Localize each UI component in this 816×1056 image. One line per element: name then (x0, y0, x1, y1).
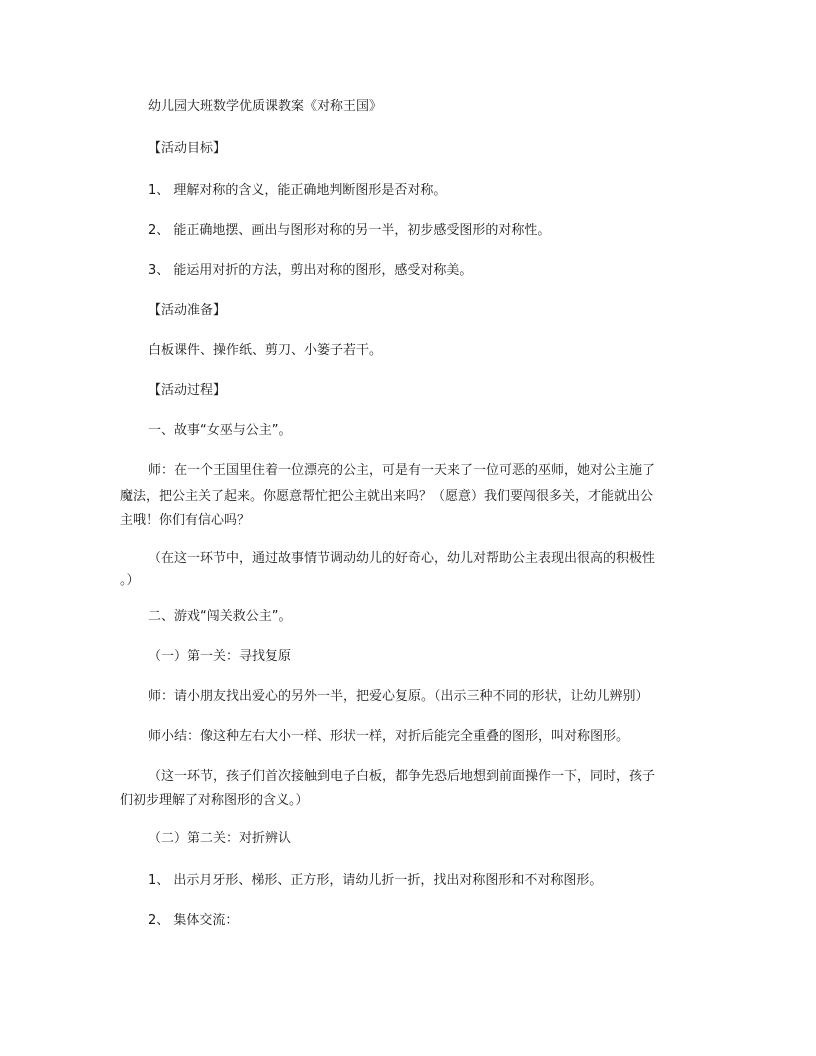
section-heading-process: 【活动过程】 (148, 383, 227, 398)
goal-item-2: 2、 能正确地摆、画出与图形对称的另一半，初步感受图形的对称性。 (148, 223, 551, 238)
level-1-summary: 师小结：像这种左右大小一样、形状一样，对折后能完全重叠的图形，叫对称图形。 (148, 729, 630, 744)
part-1-paragraph-line-3: 主哦！你们有信心吗？ (120, 513, 251, 528)
level-1-note-line-2: 们初步理解了对称图形的含义。） (120, 793, 309, 808)
goal-item-1: 1、 理解对称的含义，能正确地判断图形是否对称。 (148, 183, 447, 198)
level-1-title: （一）第一关：寻找复原 (148, 649, 292, 664)
level-2-item-1: 1、 出示月牙形、梯形、正方形，请幼儿折一折，找出对称图形和不对称图形。 (148, 873, 603, 888)
level-2-item-2: 2、 集体交流： (148, 913, 239, 928)
part-1-title: 一、故事“女巫与公主”。 (148, 423, 292, 438)
prep-text: 白板课件、操作纸、剪刀、小篓子若干。 (148, 343, 383, 358)
document-title: 幼儿园大班数学优质课教案《对称王国》 (148, 99, 383, 114)
part-1-paragraph-line-2: 魔法，把公主关了起来。你愿意帮忙把公主就出来吗？（愿意）我们要闯很多关，才能就出公 (120, 489, 654, 504)
part-1-note-line-2: 。） (120, 573, 140, 588)
part-1-paragraph-line-1: 师：在一个王国里住着一位漂亮的公主，可是有一天来了一位可恶的巫师，她对公主施了 (148, 463, 656, 478)
section-heading-prep: 【活动准备】 (148, 303, 227, 318)
level-2-title: （二）第二关：对折辨认 (148, 831, 292, 846)
part-2-title: 二、游戏“闯关救公主”。 (148, 609, 292, 624)
level-1-instruction: 师：请小朋友找出爱心的另外一半，把爱心复原。（出示三种不同的形状，让幼儿辨别） (148, 689, 649, 704)
section-heading-goals: 【活动目标】 (148, 141, 227, 156)
goal-item-3: 3、 能运用对折的方法，剪出对称的图形，感受对称美。 (148, 263, 473, 278)
level-1-note-line-1: （这一环节，孩子们首次接触到电子白板，都争先恐后地想到前面操作一下，同时，孩子 (148, 769, 656, 784)
part-1-note-line-1: （在这一环节中，通过故事情节调动幼儿的好奇心，幼儿对帮助公主表现出很高的积极性 (148, 551, 656, 566)
